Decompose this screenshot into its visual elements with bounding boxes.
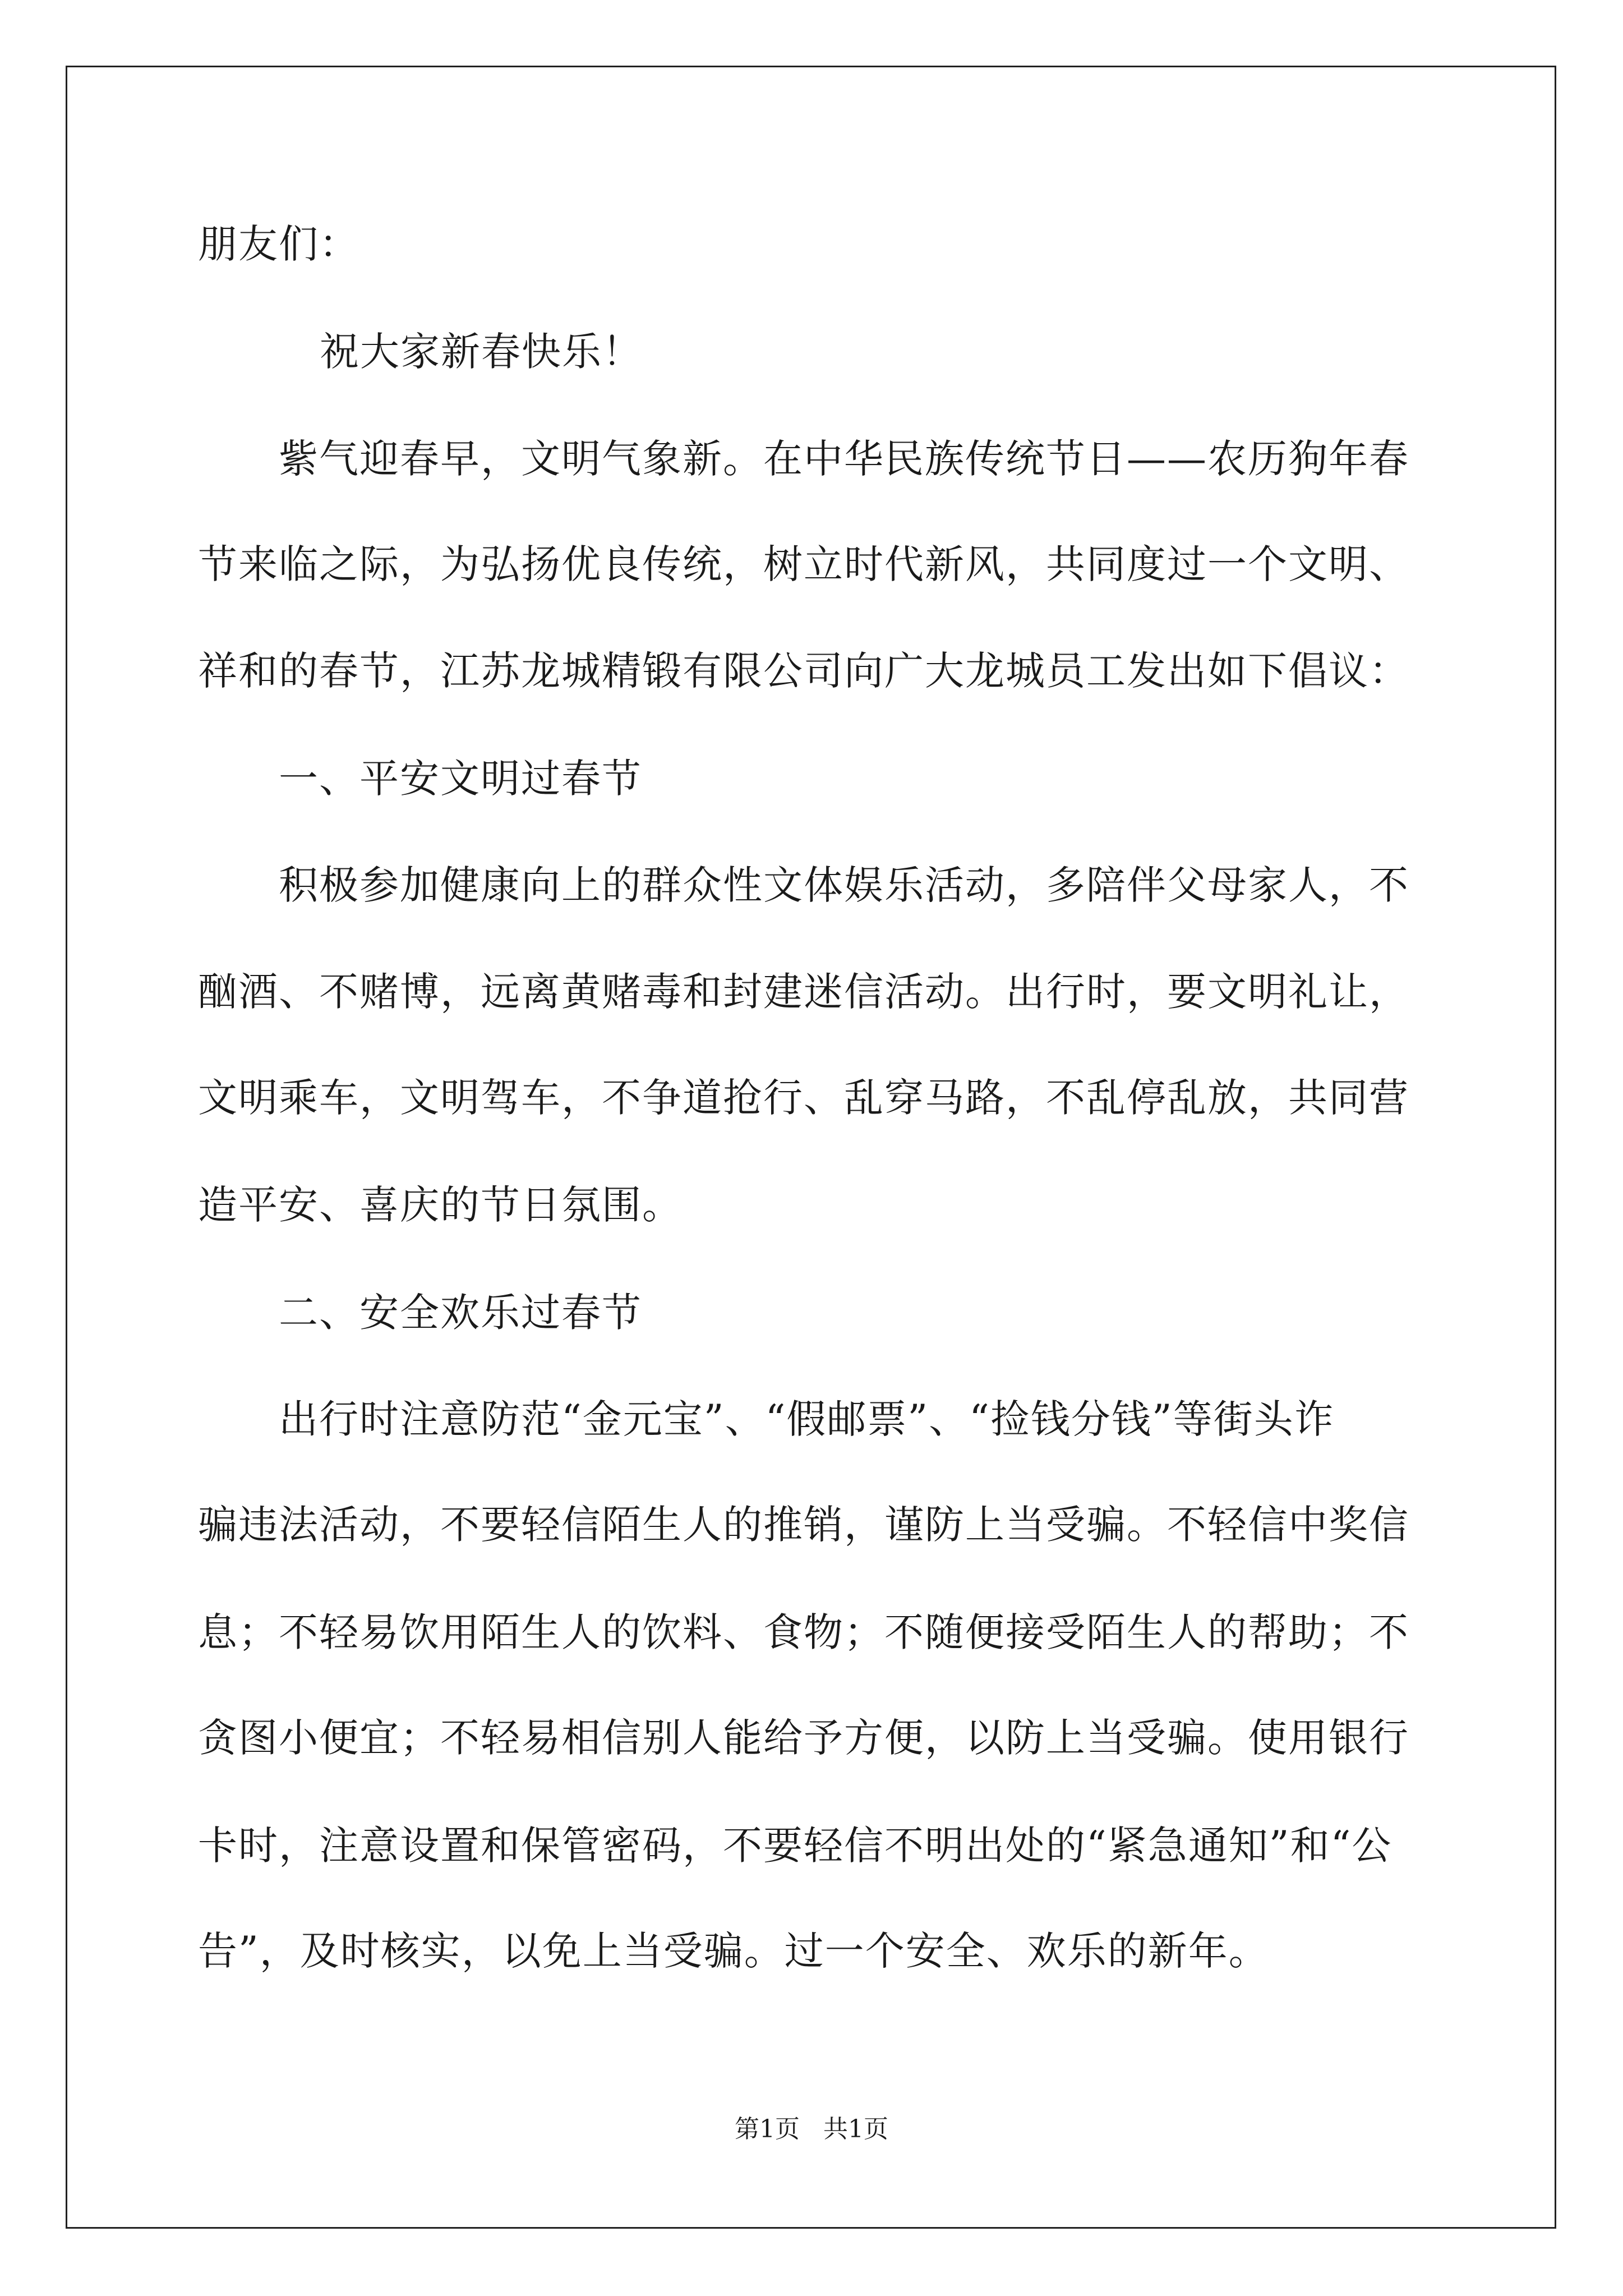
section-heading: 二、安全欢乐过春节 (279, 1290, 642, 1336)
paragraph-line: 酗酒、不赌博，远离黄赌毒和封建迷信活动。出行时，要文明礼让， (198, 969, 1409, 1015)
paragraph-line: 祥和的春节，江苏龙城精锻有限公司向广大龙城员工发出如下倡议： (198, 648, 1409, 694)
paragraph-line: 积极参加健康向上的群众性文体娱乐活动，多陪伴父母家人，不 (279, 862, 1409, 908)
paragraph-line: 造平安、喜庆的节日氛围。 (198, 1182, 683, 1228)
greeting: 祝大家新春快乐！ (320, 329, 643, 375)
salutation: 朋友们： (198, 221, 359, 267)
page-border (66, 66, 1556, 2229)
paragraph-line: 出行时注意防范“金元宝”、“假邮票”、“捡钱分钱”等街头诈 (279, 1396, 1335, 1442)
paragraph-line: 告”，及时核实，以免上当受骗。过一个安全、欢乐的新年。 (198, 1928, 1269, 1974)
paragraph-line: 文明乘车，文明驾车，不争道抢行、乱穿马路，不乱停乱放，共同营 (198, 1075, 1409, 1121)
section-heading: 一、平安文明过春节 (279, 756, 642, 802)
paragraph-line: 卡时，注意设置和保管密码，不要轻信不明出处的“紧急通知”和“公 (198, 1823, 1393, 1869)
paragraph-line: 紫气迎春早，文明气象新。在中华民族传统节日——农历狗年春 (279, 436, 1409, 482)
paragraph-line: 骗违法活动，不要轻信陌生人的推销，谨防上当受骗。不轻信中奖信 (198, 1502, 1409, 1548)
paragraph-line: 息；不轻易饮用陌生人的饮料、食物；不随便接受陌生人的帮助；不 (198, 1609, 1409, 1655)
paragraph-line: 节来临之际，为弘扬优良传统，树立时代新风，共同度过一个文明、 (198, 541, 1409, 587)
page-footer: 第1页 共1页 (735, 2115, 888, 2143)
paragraph-line: 贪图小便宜；不轻易相信别人能给予方便，以防上当受骗。使用银行 (198, 1715, 1409, 1761)
